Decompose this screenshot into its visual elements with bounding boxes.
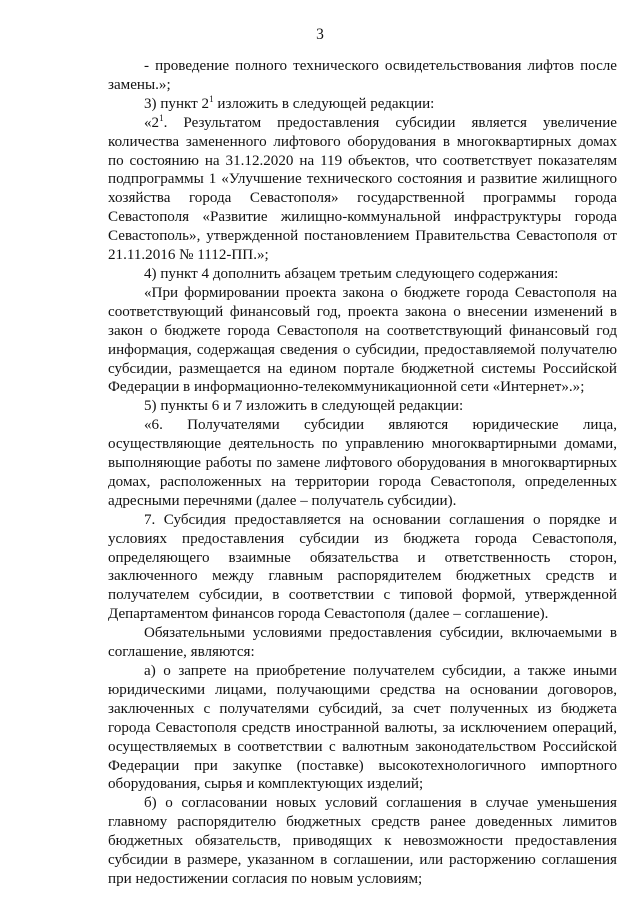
page-number: 3 [316, 26, 324, 43]
paragraph-agreement: 7. Субсидия предоставляется на основании соглашения о порядке и условиях предоставления субсидии из бюджета города Севастополя, определяющего взаимные обязательства и ответственность сторон, заключенного между главным распорядителем бюджетных средств и получателем субсидии, в соответствии с типовой формой, утвержденной Департаментом финансов города Севастополя (далее – соглашение). [108, 511, 617, 623]
paragraph-budget-law: «При формировании проекта закона о бюджете города Севастополя на соответствующий финансовый год, проекта закона о внесении изменений в закон о бюджете города Севастополя на соответствующий финансовый год информация, содержащая сведения о субсидии, предоставляемой получателю субсидии, размещается на едином портале бюджетной системы Российской Федерации в информационно-телекоммуникационной сети «Интернет».»; [108, 284, 617, 396]
paragraph-item-5: 5) пункты 6 и 7 изложить в следующей редакции: [144, 398, 464, 415]
paragraph-result: «$2^1$. Результатом предоставления субсидии является увеличение количества замененного лифтового оборудования в многоквартирных домах по состоянию на 31.12.2020 на 119 объектов, что соответствует показателям подпрограммы 1 «Улучшение технического состояния и развитие жилищного хозяйства города Севастополя» государственной программы города Севастополя «Развитие жилищно-коммунальной инфраструктуры города Севастополь», утвержденной постановлением Правительства Севастополя от 21.11.2016 № 1112-ПП.»; [108, 112, 617, 264]
paragraph-item-3: 3) пункт $2^1$ изложить в следующей редакции: [144, 93, 435, 112]
superscript: 1 [209, 93, 214, 104]
paragraph-mandatory-conditions: Обязательными условиями предоставления субсидии, включаемыми в соглашение, являются: [108, 625, 617, 661]
paragraph-item-4: 4) пункт 4 дополнить абзацем третьим следующего содержания: [144, 265, 559, 282]
paragraph-condition-b: б) о согласовании новых условий соглашения в случае уменьшения главному распорядителю бюджетных средств ранее доведенных лимитов бюджетных обязательств, приводящих к невозможности предоставления субсидии в размере, указанном в соглашении, или расторжению соглашения при недостижении согласия по новым условиям; [108, 795, 617, 887]
paragraph-lift-inspection: - проведение полного технического освидетельствования лифтов после замены.»; [108, 58, 617, 93]
document-body [108, 57, 617, 889]
paragraph-recipients: «6. Получателями субсидии являются юридические лица, осуществляющие деятельность по управлению многоквартирными домами, выполняющие работы по замене лифтового оборудования в многоквартирных домах, расположенных на территории города Севастополя, определенных адресными перечнями (далее – получатель субсидии). [108, 417, 617, 509]
superscript: 1 [159, 112, 164, 123]
paragraph-condition-a: а) о запрете на приобретение получателем субсидии, а также иными юридическими лицами, получающими средства на основании договоров, заключенных с получателями субсидий, за счет полученных из бюджета города Севастополя средств иностранной валюты, за исключением операций, осуществляемых в соответствии с валютным законодательством Российской Федерации при закупке (поставке) высокотехнологичного импортного оборудования, сырья и комплектующих изделий; [108, 663, 617, 793]
